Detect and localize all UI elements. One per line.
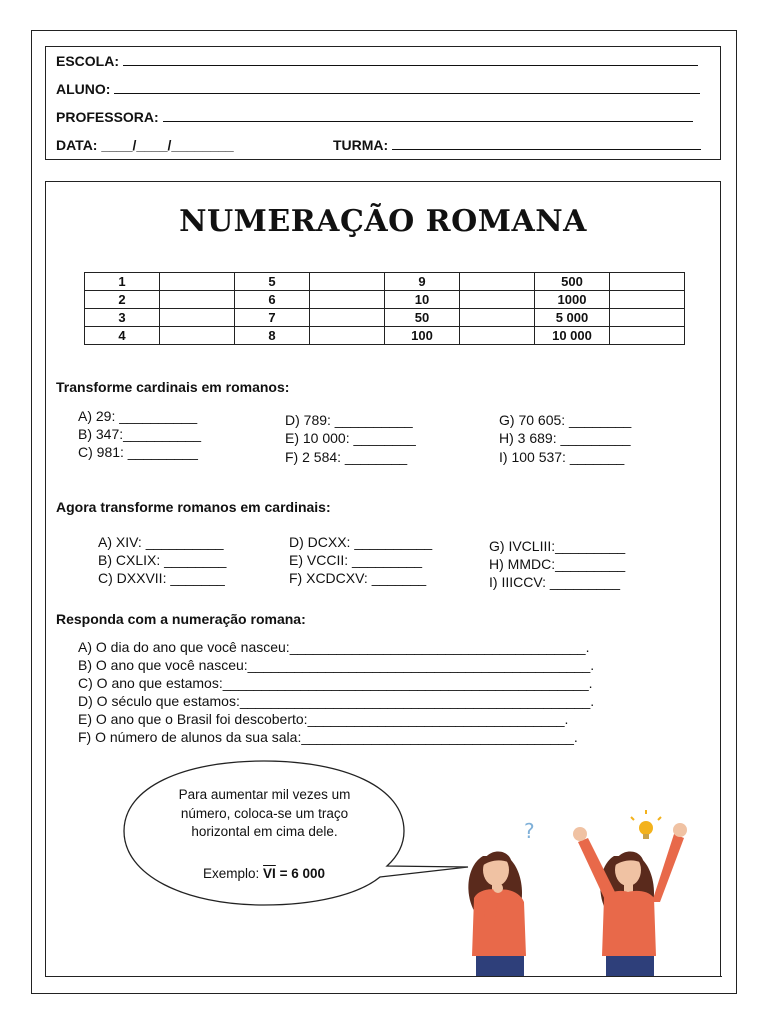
escola-field[interactable] <box>123 53 698 66</box>
question-mark-icon: ? <box>524 819 535 843</box>
example-label: Exemplo: <box>203 866 264 881</box>
aluno-field[interactable] <box>114 81 700 94</box>
table-answer-cell[interactable] <box>310 291 385 309</box>
table-answer-cell[interactable] <box>310 327 385 345</box>
table-number-cell: 500 <box>535 273 610 291</box>
footer-rule-left <box>46 976 438 977</box>
bubble-example <box>122 866 406 881</box>
page-title: NUMERAÇÃO ROMANA <box>179 204 587 239</box>
table-row <box>85 327 685 345</box>
table-answer-cell[interactable] <box>610 327 685 345</box>
table-row <box>85 309 685 327</box>
s1-item-g[interactable]: G) 70 605: ________ <box>499 412 632 428</box>
section1-heading: Transforme cardinais em romanos: <box>56 379 290 395</box>
table-answer-cell[interactable] <box>310 309 385 327</box>
s2-item-c[interactable]: C) DXXVII: _______ <box>98 570 225 586</box>
table-number-cell: 2 <box>85 291 160 309</box>
s2-item-d[interactable]: D) DCXX: __________ <box>289 534 433 550</box>
s2-item-f[interactable]: F) XCDCXV: _______ <box>289 570 427 586</box>
data-row <box>56 137 234 153</box>
s3-item-b[interactable]: B) O ano que você nasceu:____________________________________________. <box>78 657 595 673</box>
table-number-cell: 100 <box>385 327 460 345</box>
table-number-cell: 5 <box>235 273 310 291</box>
aluno-label: ALUNO: <box>56 81 111 97</box>
table-number-cell: 6 <box>235 291 310 309</box>
professora-field[interactable] <box>163 109 693 122</box>
s2-item-i[interactable]: I) IIICCV: _________ <box>489 574 621 590</box>
table-number-cell: 4 <box>85 327 160 345</box>
data-field[interactable]: DATA: ____/____/________ <box>56 137 234 153</box>
table-answer-cell[interactable] <box>160 309 235 327</box>
escola-row <box>56 53 698 69</box>
table-answer-cell[interactable] <box>310 273 385 291</box>
celebrating-woman-icon <box>573 810 687 976</box>
table-answer-cell[interactable] <box>610 291 685 309</box>
table-answer-cell[interactable] <box>160 291 235 309</box>
escola-label: ESCOLA: <box>56 53 119 69</box>
thinking-woman-icon <box>468 819 534 976</box>
s1-item-a[interactable]: A) 29: __________ <box>78 408 198 424</box>
turma-label: TURMA: <box>333 137 389 153</box>
table-answer-cell[interactable] <box>610 309 685 327</box>
table-answer-cell[interactable] <box>460 273 535 291</box>
table-number-cell: 3 <box>85 309 160 327</box>
student-info-box <box>45 46 721 160</box>
table-number-cell: 50 <box>385 309 460 327</box>
s3-item-e[interactable]: E) O ano que o Brasil foi descoberto:_________________________________. <box>78 711 569 727</box>
table-answer-cell[interactable] <box>460 309 535 327</box>
table-answer-cell[interactable] <box>460 327 535 345</box>
table-number-cell: 7 <box>235 309 310 327</box>
professora-label: PROFESSORA: <box>56 109 159 125</box>
s1-item-c[interactable]: C) 981: _________ <box>78 444 198 460</box>
section3-heading: Responda com a numeração romana: <box>56 611 306 627</box>
s2-item-a[interactable]: A) XIV: __________ <box>98 534 224 550</box>
aluno-row <box>56 81 700 97</box>
example-roman: $\overline{VI}$ <box>263 866 276 881</box>
s3-item-d[interactable]: D) O século que estamos:_____________________________________________. <box>78 693 595 709</box>
table-answer-cell[interactable] <box>460 291 535 309</box>
speech-bubble <box>122 759 406 906</box>
table-answer-cell[interactable] <box>160 273 235 291</box>
footer-rule-right <box>694 976 722 977</box>
table-row <box>85 291 685 309</box>
illustration <box>438 810 700 976</box>
s2-item-e[interactable]: E) VCCII: _________ <box>289 552 423 568</box>
lightbulb-icon <box>631 810 661 839</box>
table-number-cell: 8 <box>235 327 310 345</box>
numbers-table <box>84 272 685 345</box>
s3-item-a[interactable]: A) O dia do ano que você nasceu:______________________________________. <box>78 639 590 655</box>
worksheet-box <box>45 181 721 977</box>
s1-item-b[interactable]: B) 347:__________ <box>78 426 201 442</box>
s2-item-h[interactable]: H) MMDC:_________ <box>489 556 626 572</box>
s1-item-i[interactable]: I) 100 537: _______ <box>499 449 625 465</box>
table-number-cell: 9 <box>385 273 460 291</box>
example-value: = 6 000 <box>275 866 325 881</box>
turma-row <box>333 137 701 153</box>
table-number-cell: 10 000 <box>535 327 610 345</box>
s1-item-d[interactable]: D) 789: __________ <box>285 412 413 428</box>
table-row <box>85 273 685 291</box>
section2-heading: Agora transforme romanos em cardinais: <box>56 499 331 515</box>
table-number-cell: 1 <box>85 273 160 291</box>
table-answer-cell[interactable] <box>160 327 235 345</box>
table-answer-cell[interactable] <box>610 273 685 291</box>
table-number-cell: 5 000 <box>535 309 610 327</box>
s2-item-b[interactable]: B) CXLIX: ________ <box>98 552 227 568</box>
women-illustration <box>438 810 700 976</box>
table-number-cell: 1000 <box>535 291 610 309</box>
s1-item-e[interactable]: E) 10 000: ________ <box>285 430 416 446</box>
turma-field[interactable] <box>392 137 701 150</box>
s1-item-f[interactable]: F) 2 584: ________ <box>285 449 408 465</box>
s1-item-h[interactable]: H) 3 689: _________ <box>499 430 631 446</box>
s2-item-g[interactable]: G) IVCLIII:_________ <box>489 538 626 554</box>
s3-item-c[interactable]: C) O ano que estamos:_______________________________________________. <box>78 675 593 691</box>
table-number-cell: 10 <box>385 291 460 309</box>
s3-item-f[interactable]: F) O número de alunos da sua sala:___________________________________. <box>78 729 578 745</box>
professora-row <box>56 109 693 125</box>
bubble-text: Para aumentar mil vezes um número, coloca-se um traço horizontal em cima dele. <box>178 787 351 839</box>
